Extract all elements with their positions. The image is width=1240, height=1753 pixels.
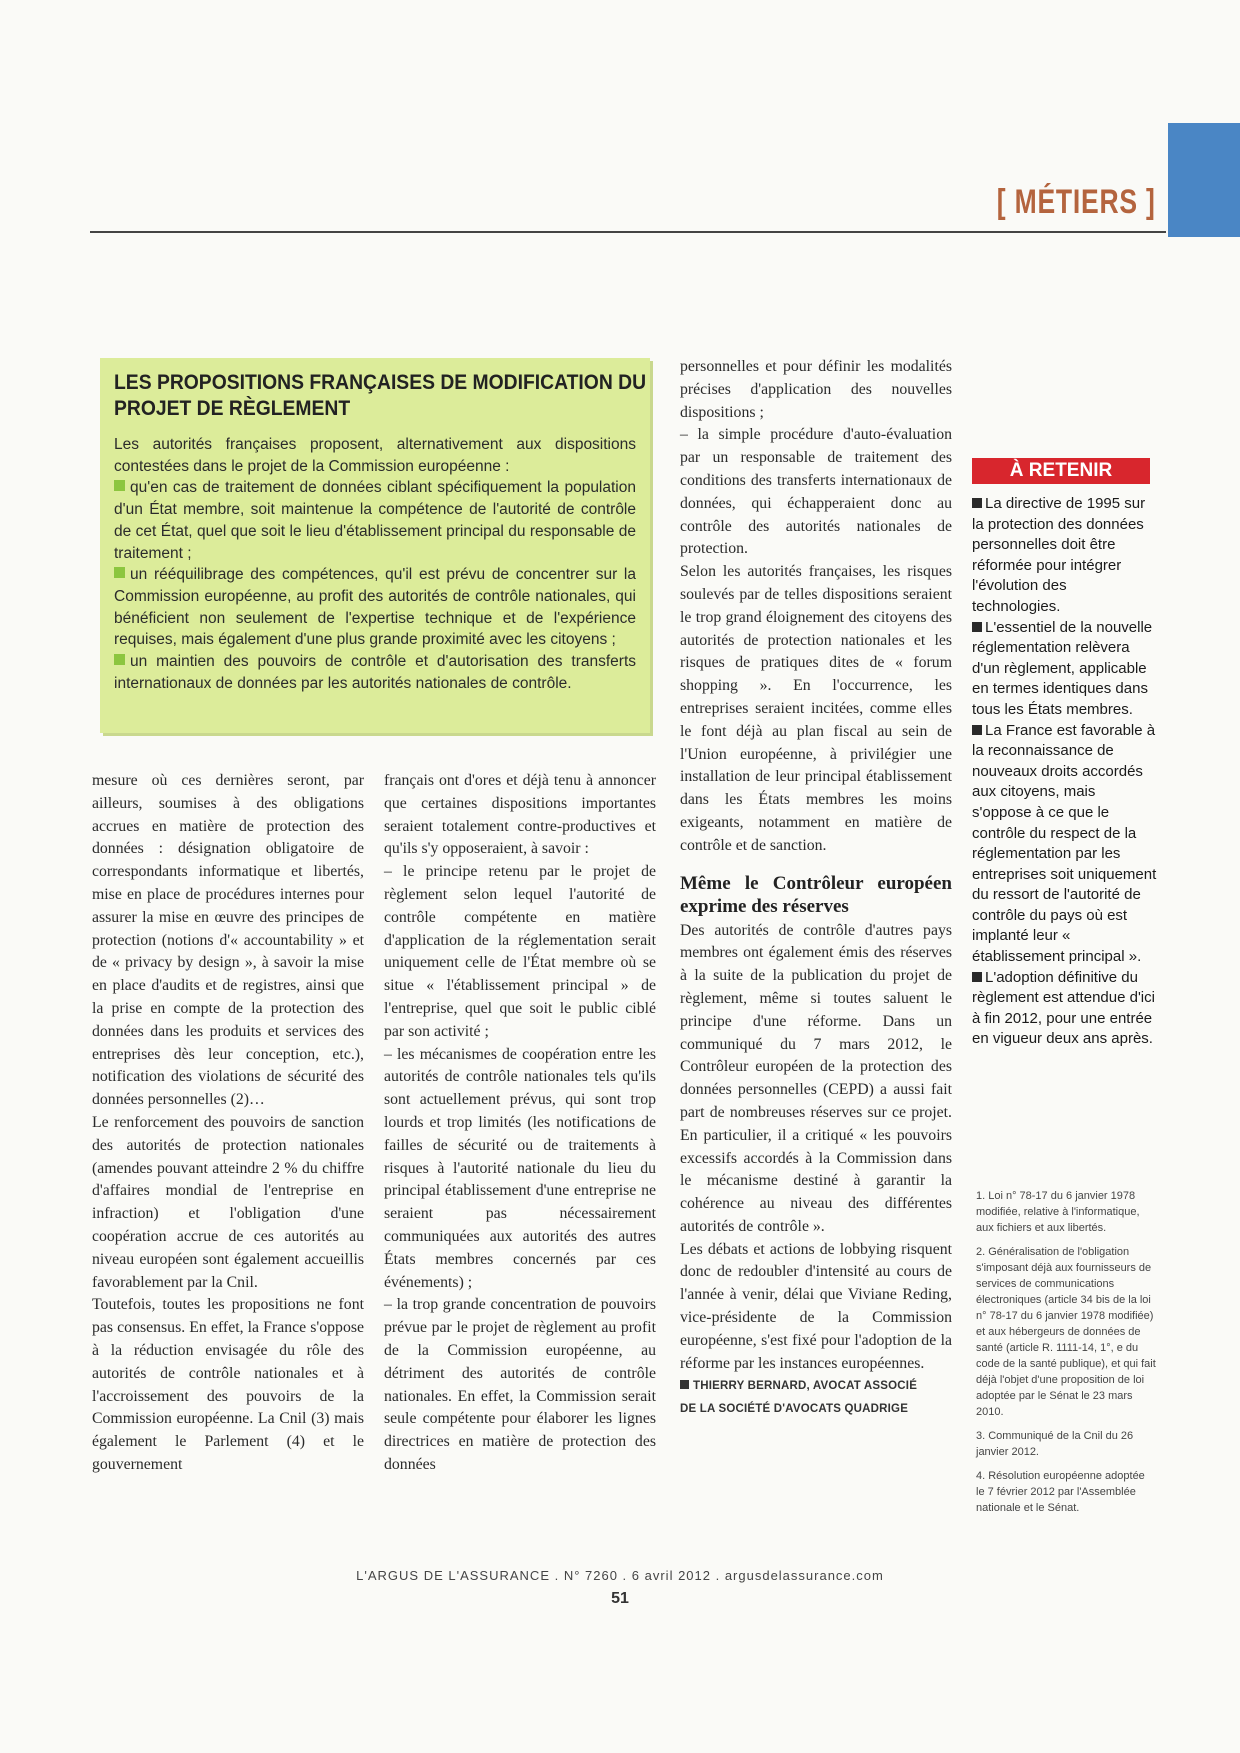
header-rule <box>90 231 1166 233</box>
box-item: un maintien des pouvoirs de contrôle et d'autorisation des transferts internationaux de données par les autorités nationales de contrôle. <box>114 653 636 692</box>
green-square-bullet-icon <box>114 654 125 665</box>
square-bullet-icon <box>680 1380 689 1389</box>
paragraph: Toutefois, toutes les propositions ne font pas consensus. En effet, la France s'oppose à la réduction envisagée du rôle des autorités de contrôle nationales et à l'accroissement des pouvoirs de la Commission européenne. La Cnil (3) mais également le Parlement (4) et le gouvernement <box>92 1296 364 1473</box>
article-column-1 <box>92 770 364 1477</box>
paragraph: – la simple procédure d'auto-évaluation par un responsable de traitement des conditions des transferts internationaux de données, qui échapperaient donc au contrôle des autorités nationales de protection. <box>680 426 952 558</box>
footnote: 3. Communiqué de la Cnil du 26 janvier 2012. <box>976 1430 1134 1458</box>
retenir-item: L'essentiel de la nouvelle réglementation relèvera d'un règlement, applicable en termes identiques dans tous les États membres. <box>972 618 1153 718</box>
green-square-bullet-icon <box>114 567 125 578</box>
author-signature: THIERRY BERNARD, AVOCAT ASSOCIÉ DE LA SOCIÉTÉ D'AVOCATS QUADRIGE <box>680 1380 918 1416</box>
paragraph: Les débats et actions de lobbying risquent donc de redoubler d'intensité au cours de l'année à venir, délai que Viviane Reding, vice-présidente de la Commission européenne, s'est fixé pour l'adoption de la réforme par les instances européennes. <box>680 1240 952 1372</box>
paragraph: – la trop grande concentration de pouvoirs prévue par le projet de règlement au profit de la Commission européenne, au détriment des autorités de contrôle nationales. En effet, la Commission serait seule compétente pour élaborer les lignes directrices en matière de protection des données <box>384 1296 656 1473</box>
footnote: 2. Généralisation de l'obligation s'imposant déjà aux fournisseurs de services de communications électroniques (article 34 bis de la loi n° 78-17 du 6 janvier 1978 modifiée) et aux hébergeurs de données de santé (article R. 1111-14, 1°, e du code de la santé publique), et qui fait déjà l'objet d'une proposition de loi adoptée par le Sénat le 23 mars 2010. <box>976 1246 1156 1418</box>
paragraph: français ont d'ores et déjà tenu à annoncer que certaines dispositions importantes seraient totalement contre-productives et qu'ils s'y opposeraient, à savoir : <box>384 772 656 858</box>
square-bullet-icon <box>972 972 982 982</box>
square-bullet-icon <box>972 622 982 632</box>
footnotes <box>976 1188 1156 1524</box>
paragraph: mesure où ces dernières seront, par ailleurs, soumises à des obligations accrues en matière de protection des données : désignation obligatoire de correspondants informatique et libertés, mise en place de procédures internes pour assurer la mise en œuvre des principes de protection (notions d'« accountability » et de « privacy by design », à savoir la mise en place d'audits et de registres, ainsi que la prise en compte de la protection des données dans les produits et services des entreprises dès leur conception, etc.), notification des violations de sécurité des données personnelles (2)… <box>92 772 364 1109</box>
box-item: un rééquilibrage des compétences, qu'il est prévu de concentrer sur la Commission européenne, au profit des autorités de contrôle nationales, qui bénéficient non seulement de l'expertise technique et de l'expérience requises, mais également d'une plus grande proximité avec les citoyens ; <box>114 566 636 649</box>
paragraph: – les mécanismes de coopération entre les autorités de contrôle nationales tels qu'ils sont actuellement prévus, qui sont trop lourds et trop limités (les notifications de failles de sécurité ou de traitements à risques à l'autorité nationale du lieu du principal établissement d'une entreprise ne seraient pas nécessairement communiquées aux autorités des autres États membres concernés par ces événements) ; <box>384 1045 656 1291</box>
retenir-list <box>972 494 1158 1050</box>
paragraph: Le renforcement des pouvoirs de sanction des autorités de protection nationales (amendes pouvant atteindre 2 % du chiffre d'affaires mondial de l'entreprise en infraction) et l'obligation d'une coopération accrue de ces autorités au niveau européen sont également accueillis favorablement par la Cnil. <box>92 1113 364 1291</box>
box-title: LES PROPOSITIONS FRANÇAISES DE MODIFICATION DU PROJET DE RÈGLEMENT <box>114 371 647 420</box>
square-bullet-icon <box>972 498 982 508</box>
paragraph: – le principe retenu par le projet de règlement selon lequel l'autorité de contrôle compétente en matière d'application de la réglementation serait uniquement celle de l'État membre où se situe « l'établissement principal » de l'entreprise, quel que soit le public ciblé par son activité ; <box>384 863 656 1040</box>
footnote: 4. Résolution européenne adoptée le 7 février 2012 par l'Assemblée nationale et le Sénat. <box>976 1470 1145 1514</box>
retenir-item: L'adoption définitive du règlement est attendue d'ici à fin 2012, pour une entrée en vigueur deux ans après. <box>972 968 1155 1048</box>
retenir-title: À RETENIR <box>972 458 1150 484</box>
retenir-item: La France est favorable à la reconnaissance de nouveaux droits accordés aux citoyens, mais s'oppose à ce que le contrôle du respect de la réglementation par les entreprises soit uniquement du ressort de l'autorité de contrôle du pays où est implanté leur « établissement principal ». <box>972 721 1157 966</box>
article-column-2 <box>384 770 656 1477</box>
subheading: Même le Contrôleur européen exprime des réserves <box>680 872 952 917</box>
section-color-tab <box>1168 123 1240 237</box>
retenir-item: La directive de 1995 sur la protection des données personnelles doit être réformée pour intégrer l'évolution des technologies. <box>972 495 1146 615</box>
page-number: 51 <box>611 1590 629 1607</box>
section-label: [ MÉTIERS ] <box>997 183 1156 221</box>
green-square-bullet-icon <box>114 480 125 491</box>
paragraph: Selon les autorités françaises, les risques soulevés par de telles dispositions seraient le trop grand éloignement des citoyens des autorités de protection nationales et les risques de pratiques dites de « forum shopping ». En l'occurrence, les entreprises seraient incitées, comme elles le font déjà au plan fiscal au sein de l'Union européenne, à privilégier une installation de leur principal établissement dans les États membres les moins exigeants, notamment en matière de contrôle et de sanction. <box>680 563 952 854</box>
footnote: 1. Loi n° 78-17 du 6 janvier 1978 modifiée, relative à l'informatique, aux fichiers et aux libertés. <box>976 1190 1140 1234</box>
box-intro: Les autorités françaises proposent, alternativement aux dispositions contestées dans le projet de la Commission européenne : <box>114 436 636 475</box>
article-column-3 <box>680 356 952 1421</box>
square-bullet-icon <box>972 725 982 735</box>
paragraph: personnelles et pour définir les modalités précises d'application des nouvelles dispositions ; <box>680 358 952 421</box>
box-item: qu'en cas de traitement de données ciblant spécifiquement la population d'un État membre, soit maintenue la compétence de l'autorité de contrôle de cet État, quel que soit le lieu d'établissement principal du responsable de traitement ; <box>114 479 636 562</box>
page-footer: L'ARGUS DE L'ASSURANCE . N° 7260 . 6 avril 2012 . argusdelassurance.com <box>356 1568 884 1583</box>
highlight-box <box>100 358 650 733</box>
paragraph: Des autorités de contrôle d'autres pays membres ont également émis des réserves à la suite de la publication du projet de règlement, même si toutes saluent le principe d'une réforme. Dans un communiqué du 7 mars 2012, le Contrôleur européen de la protection des données personnelles (CEPD) a aussi fait part de nombreuses réserves sur ce projet. En particulier, il a critiqué « les pouvoirs excessifs accordés à la Commission dans le mécanisme destiné à garantir la cohérence au niveau des différentes autorités de contrôle ». <box>680 921 952 1235</box>
